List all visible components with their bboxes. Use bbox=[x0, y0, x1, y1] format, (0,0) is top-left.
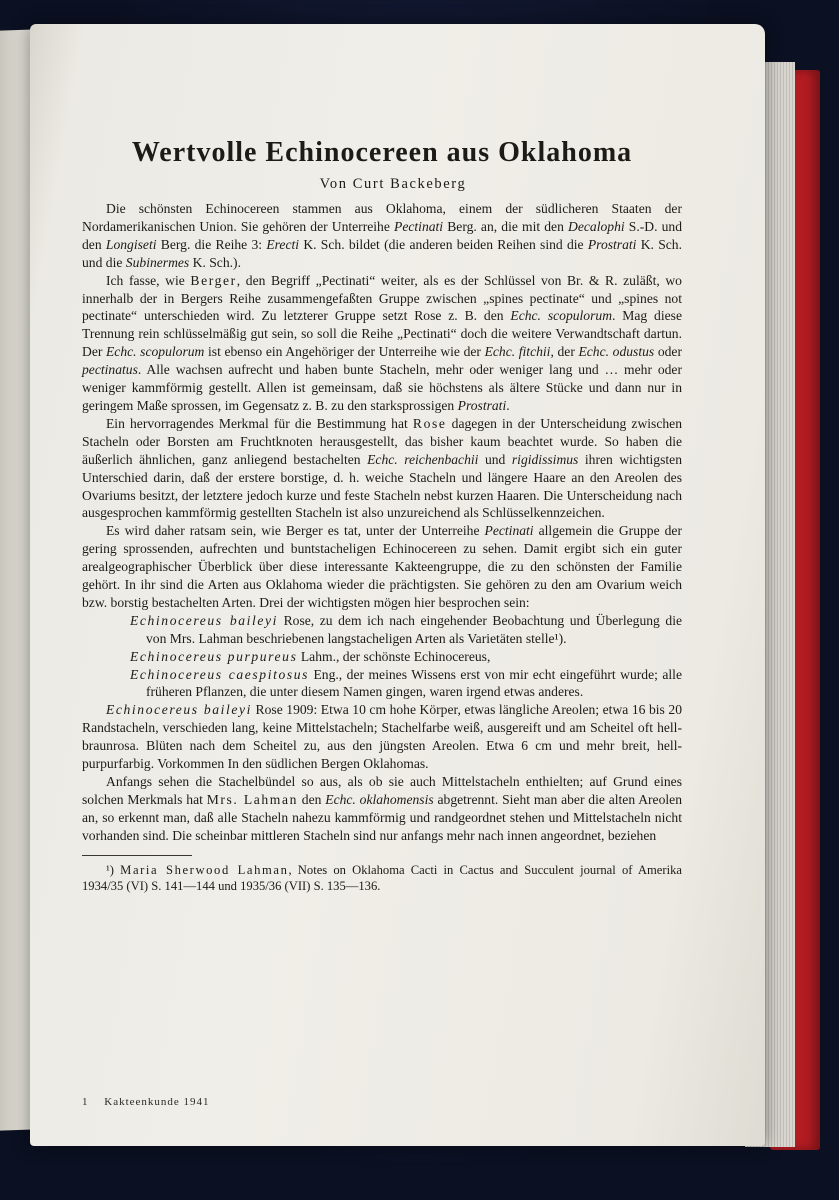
paragraph-pectinati: Ich fasse, wie Berger, den Begriff „Pectinati“ weiter, als es der Schlüssel von Br. & R. zuläßt, wo innerhalb der in Bergers Reihe zusammengefaßten Gruppe zwischen „spines pectinate“ und „spines not pectinate“ unterschieden wird. Zu letzterer Gruppe setzt Rose z. B. den Echc. scopulorum. Mag diese Trennung rein schlüsselmäßig gut sein, so soll die Reihe „Pectinati“ doch die weitere Verwandtschaft dartun. Der Echc. scopulorum ist ebenso ein Angehöriger der Unterreihe wie der Echc. fitchii, der Echc. odustus oder pectinatus. Alle wachsen aufrecht und haben bunte Stacheln, mehr oder weniger lang und … mehr oder weniger kammförmig gestellt. Allen ist gemeinsam, daß sie höchstens als ältere Stücke und dann nur in geringem Maße sprossen, im Gegensatz z. B. zu den starksprossigen Prostrati. bbox=[82, 272, 682, 413]
paragraph-intro: Die schönsten Echinocereen stammen aus Oklahoma, einem der südlicheren Staaten der Nordamerikanischen Union. Sie gehören der Unterreihe Pectinati Berg. an, die mit den Decalophi S.-D. und den Longiseti Berg. die Reihe 3: Erecti K. Sch. bildet (die anderen beiden Reihen sind die Prostrati K. Sch. und die Subinermes K. Sch.). bbox=[82, 201, 683, 270]
article-body bbox=[82, 136, 682, 895]
paragraph-baileyi-description: Echinocereus baileyi Rose 1909: Etwa 10 cm hohe Körper, etwas längliche Areolen; etwa 16 bis 20 Randstacheln, verschieden lang, keine Mittelstacheln; Stachelfarbe weiß, ausgereift und am Scheitel oft hell-braunrosa. Blüten nach dem Scheitel zu, aus den jüngsten Areolen. Etwa 6 cm und mehr breit, hell-purpurfarbig. Vorkommen In den südlichen Bergen Oklahomas. bbox=[82, 702, 682, 772]
journal-name: Kakteenkunde 1941 bbox=[104, 1096, 210, 1108]
species-item-baileyi: Echinocereus baileyi Rose, zu dem ich nach eingehender Beobachtung und Überlegung die von Mrs. Lahman beschriebenen langstacheligen Arten als Varietäten stelle¹). bbox=[130, 612, 682, 646]
paragraph-rose: Ein hervorragendes Merkmal für die Bestimmung hat Rose dagegen in der Unterscheidung zwischen Stacheln oder Borsten am Fruchtknoten herausgestellt, das bisher kaum beachtet wurde. So haben die äußerlich ähnlichen, ganz anliegend bestachelten Echc. reichenbachii und rigidissimus ihren wichtigsten Unterschied darin, daß der erstere borstige, d. h. weiche Stacheln und längere Haare an den Areolen des Ovariums besitzt, der letztere jedoch kurze und feste Stacheln nebst kurzen Haaren. Die Unterscheidung nach ausgesprochen kammförmig gestellten Stacheln ist also unzureichend als Schlüsselkennzeichen. bbox=[82, 415, 683, 521]
article-title: Wertvolle Echinocereen aus Oklahoma bbox=[131, 137, 633, 168]
footnote-divider bbox=[82, 855, 192, 856]
footnote: ¹) Maria Sherwood Lahman, Notes on Oklahoma Cacti in Cactus and Succulent journal of Amerika 1934/35 (VI) S. 141—144 und 1935/36 (VII) S. 135—136. bbox=[82, 862, 682, 894]
paragraph-berger: Es wird daher ratsam sein, wie Berger es tat, unter der Unterreihe Pectinati allgemein die Gruppe der gering sprossenden, aufrechten und buntstacheligen Echinocereen zu sehen. Damit ergibt sich ein guter arealgeographischer Überblick über diese interessante Kakteengruppe, die zu den schönsten der Familie gehört. In ihr sind die Arten aus Oklahoma wieder die prächtigsten. Sie gehören zu den am Ovarium weich bzw. borstig bestachelten Arten. Drei der wichtigsten mögen hier besprochen sein: bbox=[82, 523, 682, 610]
species-item-caespitosus: Echinocereus caespitosus Eng., der meines Wissens erst von mir echt eingeführt wurde; alle früheren Pflanzen, die unter diesem Namen gingen, waren irgend etwas anderes. bbox=[130, 666, 682, 700]
book-page bbox=[30, 24, 765, 1146]
article-byline: Von Curt Backeberg bbox=[319, 176, 467, 192]
page-footer bbox=[82, 1096, 222, 1108]
page-mark: 1 bbox=[82, 1096, 89, 1108]
paragraph-oklahomensis: Anfangs sehen die Stachelbündel so aus, als ob sie auch Mittelstacheln enthielten; auf Grund eines solchen Merkmals hat Mrs. Lahman den Echc. oklahomensis abgetrennt. Sieht man aber die alten Areolen an, so erkennt man, daß alle Stacheln nahezu kammförmig und randgeordnet stehen und Mittelstacheln nicht vorhanden sind. Die scheinbar mittleren Stacheln sind nur anfangs mehr nach innen angeordnet, beziehen bbox=[82, 774, 682, 843]
species-item-purpureus: Echinocereus purpureus Lahm., der schönste Echinocereus, bbox=[130, 648, 491, 664]
